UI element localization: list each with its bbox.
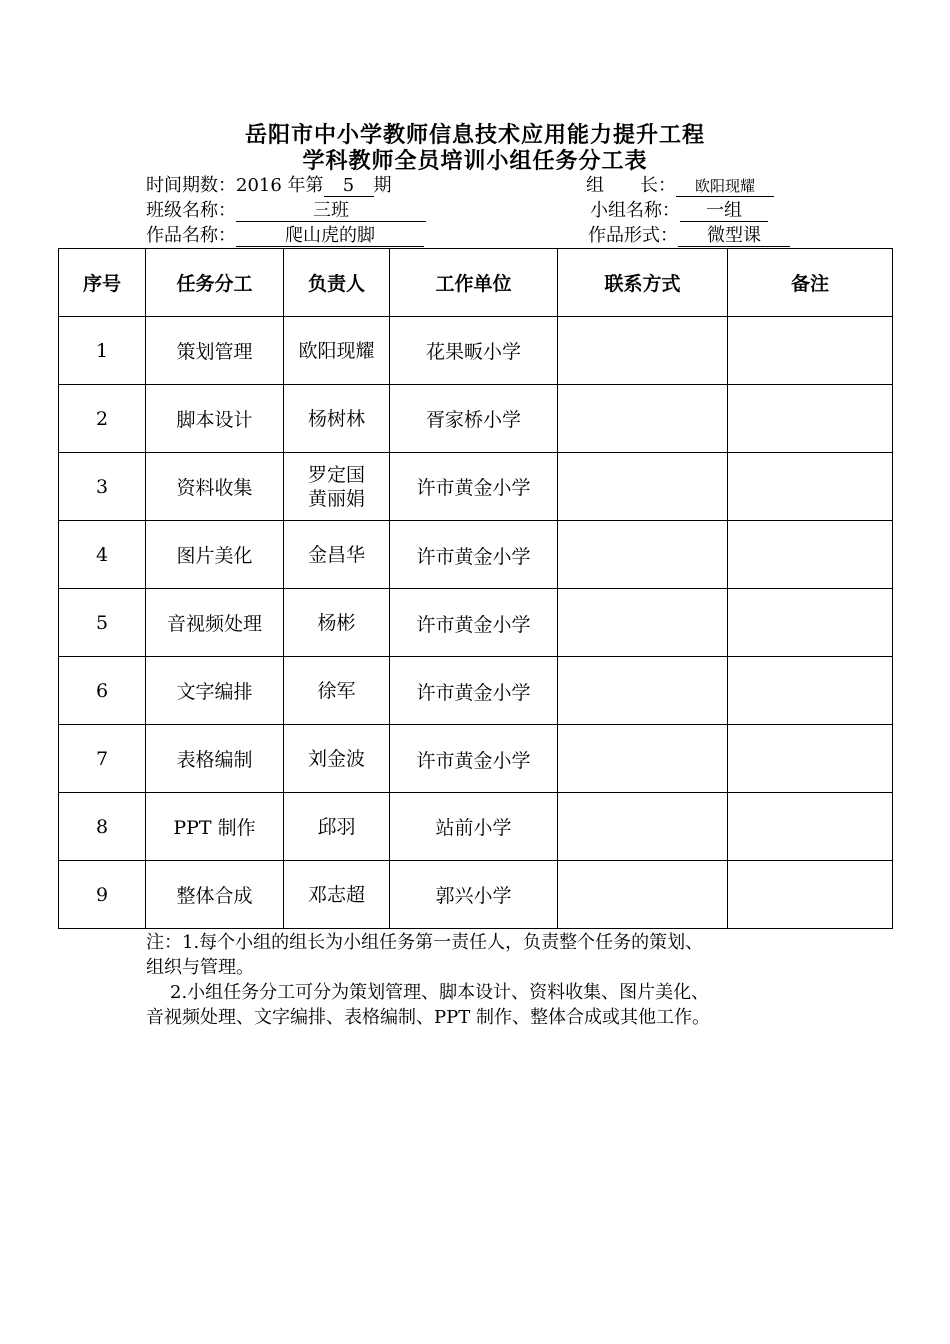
table-row — [59, 385, 893, 453]
row-contact — [558, 317, 728, 385]
row-unit — [390, 521, 558, 589]
table-row — [59, 317, 893, 385]
row-no: 8 — [59, 793, 146, 861]
row-unit: 许市黄金小学 — [390, 453, 558, 521]
header-no: 序号 — [59, 249, 146, 317]
row-no: 6 — [59, 657, 146, 725]
row-note — [728, 453, 893, 521]
header-contact: 联系方式 — [558, 249, 728, 317]
task-table — [58, 248, 893, 929]
year-text: 2016 年第 — [236, 175, 324, 196]
row-note — [728, 317, 893, 385]
row-note — [728, 521, 893, 589]
row-task: 表格编制 — [146, 725, 284, 793]
table-row — [59, 589, 893, 657]
notes-section — [146, 930, 846, 1030]
row-task: 文字编排 — [146, 657, 284, 725]
note-line-2: 组织与管理。 — [146, 957, 254, 978]
row-contact — [558, 861, 728, 929]
table-row — [59, 861, 893, 929]
row-task: 脚本设计 — [146, 385, 284, 453]
table-row — [59, 725, 893, 793]
row-unit: 站前小学 — [390, 793, 558, 861]
row-person: 杨彬 — [284, 589, 390, 657]
group-label: 小组名称： — [590, 200, 680, 221]
group-value: 一组 — [680, 201, 768, 222]
row-no: 5 — [59, 589, 146, 657]
row-unit-text: 许市黄金小学 — [416, 614, 531, 636]
leader-value: 欧阳现耀 — [676, 176, 774, 197]
table-row — [59, 453, 893, 521]
row-note — [728, 589, 893, 657]
row-person: 金昌华 — [284, 521, 390, 589]
period-field — [146, 174, 392, 198]
table-row — [59, 521, 893, 589]
class-value: 三班 — [236, 201, 426, 222]
group-field — [590, 199, 768, 223]
period-number: 5 — [324, 176, 374, 197]
row-no: 4 — [59, 521, 146, 589]
row-unit-text: 许市黄金小学 — [416, 750, 531, 772]
table-header-row — [59, 249, 893, 317]
row-note — [728, 725, 893, 793]
row-person: 邓志超 — [284, 861, 390, 929]
row-contact — [558, 793, 728, 861]
header-person: 负责人 — [284, 249, 390, 317]
work-label: 作品名称： — [146, 225, 236, 246]
row-person: 杨树林 — [284, 385, 390, 453]
row-unit: 胥家桥小学 — [390, 385, 558, 453]
row-no: 3 — [59, 453, 146, 521]
note-line-1: 注：1.每个小组的组长为小组任务第一责任人，负责整个任务的策划、 — [146, 932, 704, 953]
row-person: 刘金波 — [284, 725, 390, 793]
row-contact — [558, 657, 728, 725]
note-line-4: 音视频处理、文字编排、表格编制、PPT 制作、整体合成或其他工作。 — [146, 1007, 710, 1028]
row-task: 图片美化 — [146, 521, 284, 589]
row-note — [728, 385, 893, 453]
row-unit: 郭兴小学 — [390, 861, 558, 929]
leader-label: 组 长： — [586, 175, 676, 196]
row-note — [728, 793, 893, 861]
work-value: 爬山虎的脚 — [236, 226, 424, 247]
row-no: 2 — [59, 385, 146, 453]
row-unit: 花果畈小学 — [390, 317, 558, 385]
row-note — [728, 657, 893, 725]
row-unit — [390, 589, 558, 657]
row-contact — [558, 589, 728, 657]
row-unit — [390, 657, 558, 725]
header-unit: 工作单位 — [390, 249, 558, 317]
row-person — [284, 453, 390, 521]
class-label: 班级名称： — [146, 200, 236, 221]
row-no: 1 — [59, 317, 146, 385]
table-row — [59, 657, 893, 725]
row-person: 欧阳现耀 — [284, 317, 390, 385]
row-person-line2: 黄丽娟 — [307, 487, 365, 510]
class-field — [146, 199, 426, 223]
period-label: 时间期数： — [146, 175, 236, 196]
row-task: 整体合成 — [146, 861, 284, 929]
document-title: 岳阳市中小学教师信息技术应用能力提升工程 — [244, 122, 705, 148]
row-person: 徐军 — [284, 657, 390, 725]
row-unit-text: 许市黄金小学 — [416, 546, 531, 568]
row-person-line1: 罗定国 — [307, 463, 365, 486]
row-note — [728, 861, 893, 929]
row-no: 7 — [59, 725, 146, 793]
row-contact — [558, 385, 728, 453]
row-task: 策划管理 — [146, 317, 284, 385]
work-field — [146, 224, 424, 248]
row-task: 音视频处理 — [146, 589, 284, 657]
document-subtitle: 学科教师全员培训小组任务分工表 — [302, 148, 648, 174]
row-task: PPT 制作 — [146, 793, 284, 861]
header-task: 任务分工 — [146, 249, 284, 317]
row-task: 资料收集 — [146, 453, 284, 521]
row-contact — [558, 521, 728, 589]
note-line-3: 2.小组任务分工可分为策划管理、脚本设计、资料收集、图片美化、 — [170, 982, 710, 1003]
leader-field — [586, 174, 774, 198]
form-field — [588, 224, 790, 248]
row-unit-text: 许市黄金小学 — [416, 682, 531, 704]
form-label: 作品形式： — [588, 225, 678, 246]
row-unit — [390, 725, 558, 793]
period-suffix: 期 — [373, 175, 392, 196]
row-contact — [558, 725, 728, 793]
form-value: 微型课 — [678, 226, 790, 247]
row-no: 9 — [59, 861, 146, 929]
header-note: 备注 — [728, 249, 893, 317]
table-row — [59, 793, 893, 861]
row-contact — [558, 453, 728, 521]
row-person: 邱羽 — [284, 793, 390, 861]
